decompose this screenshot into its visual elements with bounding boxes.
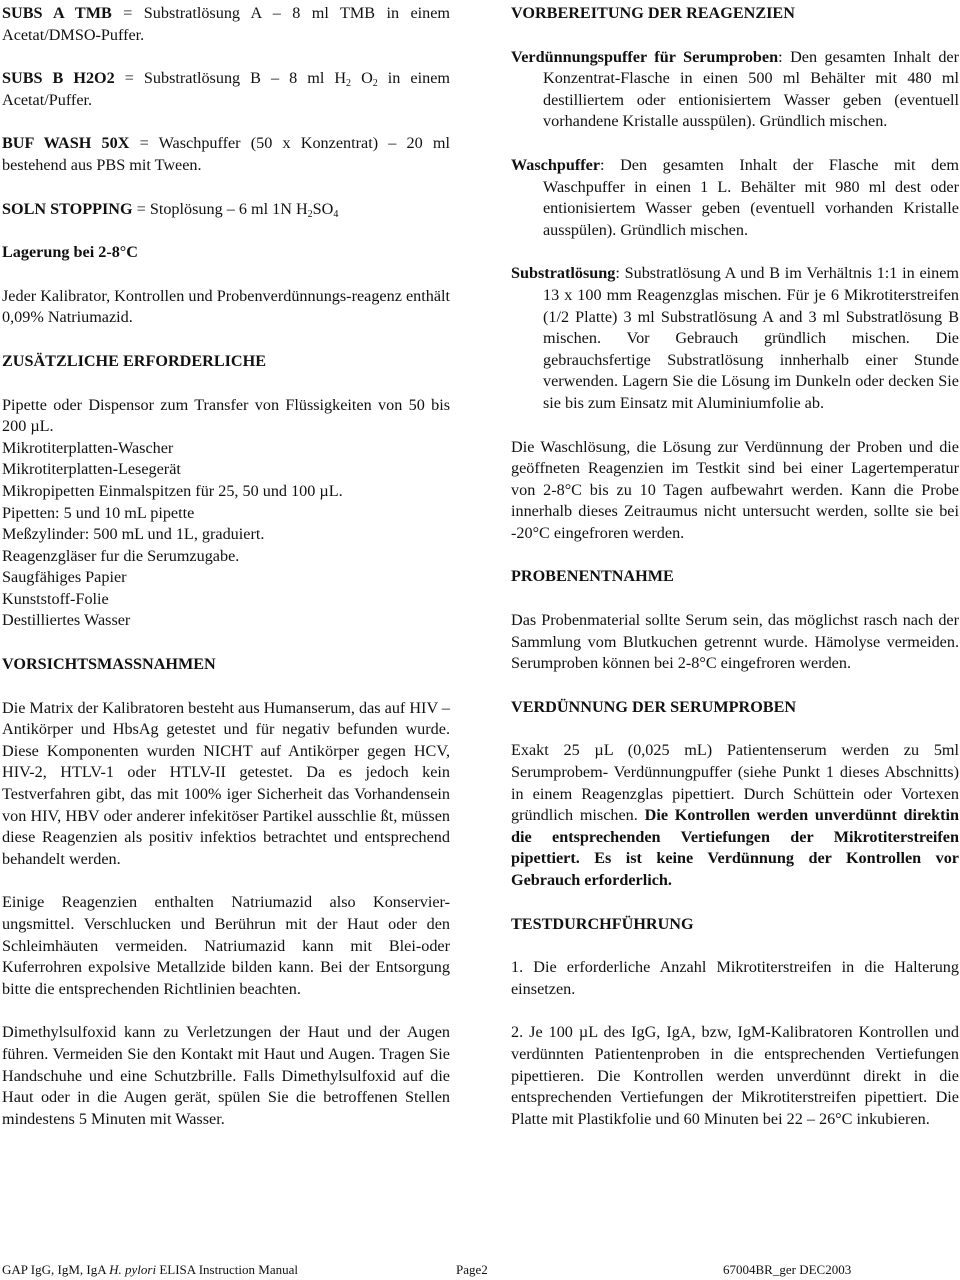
text-segment: BUF WASH 50X	[2, 134, 130, 153]
paragraph-left-5	[2, 286, 450, 329]
text-segment: ZUSÄTZLICHE ERFORDERLICHE	[2, 351, 267, 370]
text-segment: Substratlösung	[511, 264, 616, 283]
text-segment: Mikropipetten Einmalspitzen für 25, 50 und 100 µL.	[2, 481, 343, 500]
paragraph-left-18	[2, 698, 450, 871]
text-segment: = Substratlösung A – 8 ml TMB in einem Acetat/DMSO-Puffer.	[2, 4, 451, 44]
text-segment: PROBENENTNAHME	[511, 567, 674, 586]
text-segment: SOLN STOPPING	[2, 199, 133, 218]
paragraph-right-3	[511, 263, 959, 414]
paragraph-left-12	[2, 524, 450, 546]
text-segment: Mikrotiterplatten-Lesegerät	[2, 460, 181, 479]
paragraph-right-8	[511, 740, 959, 891]
text-segment: Exakt 25 µL (0,025 mL) Patientenserum werden zu 5ml Serumprobem- Verdünnungpuffer (siehe Punkt 1 dieses Abschnitts) in einem Reagenzglas pipettiert. Durch Schüttein oder Vortexen gründlich mischen.	[511, 741, 959, 825]
paragraph-right-4	[511, 437, 959, 545]
text-segment: Die Kontrollen werden unverdünnt direktin die entsprechenden Vertiefungen der Mikrotiterstreifen pipettiert. Es ist keine Verdünnung der Kontrollen vor Gebrauch erforderlich.	[511, 806, 960, 889]
text-segment: 1. Die erforderliche Anzahl Mikrotiterstreifen in die Halterung einsetzen.	[511, 958, 959, 998]
text-segment: : Den gesamten Inhalt der Konzentrat-Flasche in einen 500 ml Behälter mit 480 ml destilliertem oder entionisiertem Wasser geben (eventuell vorhandene Kristalle ausspülen). Gründlich mischen.	[543, 47, 959, 131]
paragraph-left-3	[2, 199, 450, 221]
text-segment: SUBS A TMB	[2, 4, 112, 22]
text-segment: 4	[333, 208, 339, 220]
footer-document-code: 67004BR_ger DEC2003	[723, 1262, 852, 1277]
text-segment: : Den gesamten Inhalt der Flasche mit dem Waschpuffer in einen 1 L. Behälter mit 980 ml dest oder entionisiertem Wasser geben (eventuell vorhanden Kristalle ausspülen). Gründlich mischen.	[543, 155, 959, 239]
text-segment: 2	[372, 78, 378, 90]
paragraph-left-0	[2, 3, 450, 46]
footer-page-number: Page2	[456, 1262, 488, 1277]
paragraph-left-10	[2, 481, 450, 503]
text-segment: Meßzylinder: 500 mL und 1L, graduiert.	[2, 525, 265, 544]
text-segment: Destilliertes Wasser	[2, 611, 131, 630]
text-segment: Mikrotiterplatten-Wascher	[2, 438, 174, 457]
paragraph-left-8	[2, 438, 450, 460]
text-segment: Das Probenmaterial sollte Serum sein, das möglichst rasch nach der Sammlung vom Blutkuchen getrennt wurde. Hämolyse vermeiden. Serumproben können bei 2-8°C eingefroren werden.	[511, 611, 959, 673]
section-heading-right-0	[511, 3, 959, 25]
text-segment: Jeder Kalibrator, Kontrollen und Probenverdünnungs-reagenz enthält 0,09% Natriumazid.	[2, 286, 450, 327]
section-heading-left-6	[2, 351, 450, 373]
right-column	[511, 3, 959, 1130]
text-segment: Verdünnungspuffer für Serumproben	[511, 47, 779, 66]
paragraph-left-1	[2, 68, 450, 111]
paragraph-left-4	[2, 242, 450, 264]
text-segment: Pipetten: 5 und 10 mL pipette	[2, 503, 195, 522]
paragraph-left-16	[2, 610, 450, 632]
text-segment: Reagenzgläser fur die Serumzugabe.	[2, 546, 240, 565]
paragraph-left-13	[2, 546, 450, 568]
section-heading-left-17	[2, 654, 450, 676]
section-heading-right-5	[511, 566, 959, 588]
text-segment: Kunststoff-Folie	[2, 589, 109, 608]
paragraph-left-7	[2, 395, 450, 438]
paragraph-left-15	[2, 589, 450, 611]
left-column	[2, 3, 450, 1130]
text-segment: Pipette oder Dispensor zum Transfer von Flüssigkeiten von 50 bis 200 µL.	[2, 395, 450, 436]
text-segment: VERDÜNNUNG DER SERUMPROBEN	[511, 697, 797, 716]
text-segment: TESTDURCHFÜHRUNG	[511, 914, 694, 933]
text-segment: = Stoplösung – 6 ml 1N H	[132, 199, 308, 218]
paragraph-left-11	[2, 503, 450, 525]
text-segment: 2	[307, 208, 313, 220]
paragraph-left-14	[2, 567, 450, 589]
footer-manual-title: GAP IgG, IgM, IgA H. pylori ELISA Instruction Manual	[2, 1262, 298, 1277]
text-segment: Saugfähiges Papier	[2, 568, 127, 587]
paragraph-left-19	[2, 892, 450, 1000]
text-segment: Dimethylsulfoxid kann zu Verletzungen der Haut und der Augen führen. Vermeiden Sie den Kontakt mit Haut und Augen. Tragen Sie Handschuhe und eine Schutzbrille. Falls Dimethylsulfoxid auf die Haut oder in die Augen gerät, spülen Sie die betroffenen Stellen mindestens 5 Minuten mit Wasser.	[2, 1023, 450, 1128]
text-segment: 2. Je 100 µL des IgG, IgA, bzw, IgM-Kalibratoren Kontrollen und verdünnten Patientenproben in die entsprechenden Vertiefungen pipettieren. Die Kontrollen werden unverdünnt direkt in die entsprechenden Vertiefungen der Mikrotiterstreifen pipettiert. Die Platte mit Plastikfolie und 60 Minuten bei 22 – 26°C inkubieren.	[511, 1023, 959, 1128]
paragraph-right-2	[511, 155, 959, 241]
paragraph-left-20	[2, 1022, 450, 1130]
text-segment: Einige Reagenzien enthalten Natriumazid also Konservier-ungsmittel. Verschlucken und Berührun mit der Haut oder den Schleimhäuten vermeiden. Natriumazid kann mit Blei-oder Kuferrohren expolsive Metallzide bilden kann. Bei der Entsorgung bitte die entsprechenden Richtlinien beachten.	[2, 893, 450, 998]
text-segment: O	[351, 69, 373, 88]
paragraph-left-9	[2, 459, 450, 481]
text-segment: SO	[312, 199, 334, 218]
text-segment: = Substratlösung B – 8 ml H	[114, 69, 347, 88]
paragraph-right-6	[511, 610, 959, 675]
text-segment: : Substratlösung A und B im Verhältnis 1:1 in einem 13 x 100 mm Reagenzglas mischen. Für je 6 Mikrotiterstreifen (1/2 Platte) 3 ml Substratlösung A and 3 ml Substratlösung B mischen. Vor Gebrauch gründlich mischen. Die gebrauchsfertige Substratlösung innherhalb einer Stunde verwenden. Lagern Sie die Lösung im Dunkeln oder decken Sie sie bis zum Einsatz mit Aluminiumfolie ab.	[543, 264, 959, 412]
text-segment: SUBS B H2O2	[2, 69, 115, 88]
text-segment: in einem Acetat/Puffer.	[2, 69, 450, 109]
text-segment: 2	[346, 78, 352, 90]
paragraph-right-10	[511, 957, 959, 1000]
section-heading-right-7	[511, 697, 959, 719]
paragraph-right-11	[511, 1022, 959, 1130]
text-segment: VORBEREITUNG DER REAGENZIEN	[511, 4, 795, 22]
paragraph-right-1	[511, 47, 959, 133]
text-segment: Die Matrix der Kalibratoren besteht aus Humanserum, das auf HIV – Antikörper und HbsAg getestet und für negativ befunden wurde. Diese Komponenten wurden NICHT auf Antikörper gegen HCV, HIV-2, HTLV-1 oder HTLV-II getestet. Da es jedoch kein Testverfahren gibt, das mit 100% iger Sicherheit das Vorhandensein von HIV, HBV oder anderer infekitöser Partikel ausschlie ßt, müssen diese Reagenzien als positiv infektios betrachtet und entsprechend behandelt werden.	[2, 698, 450, 868]
text-segment: VORSICHTSMASSNAHMEN	[2, 655, 216, 674]
text-segment: Lagerung bei 2-8°C	[2, 243, 138, 262]
text-segment: = Waschpuffer (50 x Konzentrat) – 20 ml bestehend aus PBS mit Tween.	[2, 134, 450, 174]
paragraph-left-2	[2, 133, 450, 176]
section-heading-right-9	[511, 914, 959, 936]
text-segment: Waschpuffer	[511, 155, 601, 174]
text-segment: Die Waschlösung, die Lösung zur Verdünnung der Proben und die geöffneten Reagenzien im Testkit sind bei einer Lagertemperatur von 2-8°C bis zu 10 Tagen aufbewahrt werden. Kann die Probe innerhalb dieses Zeitraumus nicht untersucht werden, sollte sie bei -20°C eingefroren werden.	[511, 437, 959, 542]
